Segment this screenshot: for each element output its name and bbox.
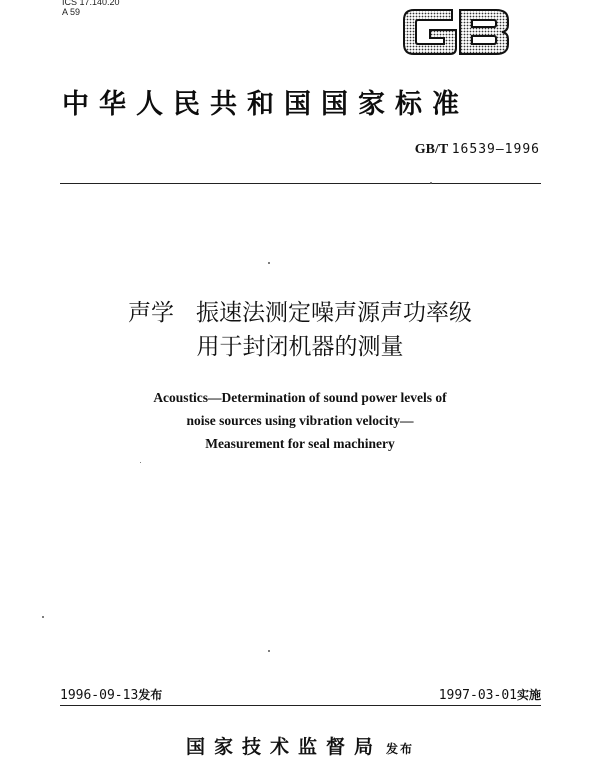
ics-code: ICS 17.140.20 xyxy=(62,0,120,7)
gb-logo xyxy=(400,6,512,58)
implement-date-block xyxy=(439,686,541,703)
scan-speck xyxy=(268,650,270,652)
issue-date: 1996-09-13 xyxy=(60,688,139,703)
en-title-line-2: noise sources using vibration velocity— xyxy=(186,413,414,428)
en-title-line-1: Acoustics—Determination of sound power levels of xyxy=(153,390,447,405)
top-divider xyxy=(60,183,541,184)
issuer-organization: 国家技术监督局 xyxy=(185,736,382,758)
scan-speck xyxy=(42,616,44,618)
zh-title-subtitle: 用于封闭机器的测量 xyxy=(196,334,404,360)
zh-title-subject: 声学 xyxy=(128,300,174,326)
scan-speck xyxy=(140,462,141,463)
classification-codes xyxy=(62,0,120,17)
issuer-line xyxy=(60,732,540,759)
scan-speck xyxy=(430,182,432,184)
standard-code-prefix: GB/T xyxy=(414,142,449,157)
implement-label: 实施 xyxy=(516,688,541,702)
implement-date: 1997-03-01 xyxy=(438,688,517,703)
date-row xyxy=(60,686,541,704)
ccs-code: A 59 xyxy=(62,7,81,17)
zh-title-main: 振速法测定噪声源声功率级 xyxy=(196,300,472,326)
gb-logo-icon xyxy=(400,6,512,58)
scan-speck xyxy=(268,262,270,264)
issue-label: 发布 xyxy=(138,688,163,702)
standard-code-number: 16539—1996 xyxy=(451,142,540,157)
bottom-divider xyxy=(60,705,541,706)
standard-title: 中华人民共和国国家标准 xyxy=(62,89,469,120)
issuer-action: 发布 xyxy=(386,742,415,756)
english-document-title xyxy=(60,386,540,455)
en-title-line-3: Measurement for seal machinery xyxy=(205,436,395,451)
standard-number xyxy=(360,142,540,158)
issue-date-block xyxy=(60,686,162,703)
chinese-document-title xyxy=(60,296,540,364)
